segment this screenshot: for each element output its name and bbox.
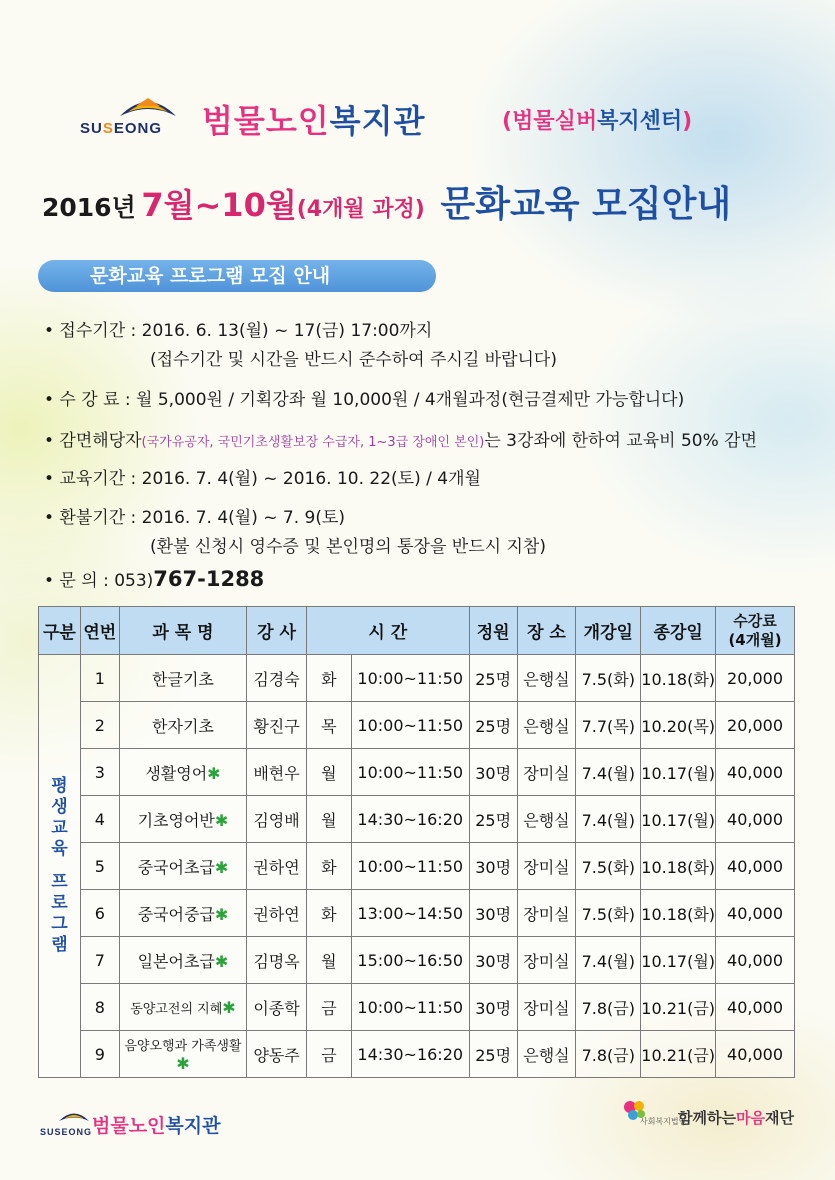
cell-capacity: 30명: [469, 937, 517, 984]
cell-no: 8: [80, 984, 119, 1031]
cell-fee: 40,000: [716, 796, 795, 843]
cell-fee: 20,000: [716, 702, 795, 749]
cell-day: 월: [306, 937, 351, 984]
cell-course: [119, 796, 246, 843]
cell-end: 10.18(화): [641, 655, 716, 702]
star-icon: ✱: [214, 810, 229, 830]
title-course-length: (4개월 과정): [296, 197, 425, 222]
cell-no: 4: [80, 796, 119, 843]
cell-time: 14:30~16:20: [351, 1031, 469, 1078]
cell-teacher: 황진구: [247, 702, 307, 749]
cell-teacher: 김경숙: [247, 655, 307, 702]
category-char: 램: [51, 935, 68, 955]
cell-end: 10.17(월): [641, 749, 716, 796]
course-name: 한글기초: [152, 669, 214, 689]
cell-place: 은행실: [517, 702, 576, 749]
title-year: 2016년: [42, 193, 136, 222]
title-headline: 문화교육 모집안내: [440, 184, 732, 225]
cell-day: 월: [306, 749, 351, 796]
course-name: 일본어초급: [137, 951, 215, 971]
partner-name: 함께하는마음재단: [678, 1109, 794, 1127]
cell-teacher: 양동주: [247, 1031, 307, 1078]
table-row: [39, 1031, 795, 1078]
cell-teacher: 권하연: [247, 890, 307, 937]
category-char: 로: [51, 893, 68, 913]
org-subtitle: (범물실버복지센터): [502, 109, 693, 134]
info-refund: • 환불기간 : 2016. 7. 4(월) ~ 7. 9(토) (환불 신청시 영수증 및 본인명의 통장을 반드시 지참): [44, 508, 546, 557]
cell-day: 화: [306, 890, 351, 937]
cell-teacher: 김영배: [247, 796, 307, 843]
cell-course: [119, 1031, 246, 1078]
cell-end: 10.17(월): [641, 937, 716, 984]
header-fee: 수강료 (4개월): [716, 607, 795, 655]
category-cell: [39, 655, 81, 1078]
cell-place: 은행실: [517, 796, 576, 843]
header-capacity: 정원: [469, 607, 517, 655]
cell-start: 7.4(월): [576, 796, 641, 843]
info-contact: • 문 의 : 053)767-1288: [44, 567, 265, 591]
table-row: [39, 890, 795, 937]
cell-teacher: 배현우: [247, 749, 307, 796]
cell-time: 15:00~16:50: [351, 937, 469, 984]
cell-course: [119, 749, 246, 796]
cell-fee: 40,000: [716, 984, 795, 1031]
table-row: [39, 796, 795, 843]
category-char: [39, 860, 80, 872]
schedule-table: [38, 606, 795, 1078]
header: [78, 94, 778, 138]
course-name: 음양오행과 가족생활: [124, 1039, 242, 1054]
cell-time: 10:00~11:50: [351, 655, 469, 702]
org-name: 범물노인복지관: [202, 102, 426, 140]
cell-fee: 40,000: [716, 937, 795, 984]
cell-place: 장미실: [517, 890, 576, 937]
cell-course: [119, 984, 246, 1031]
cell-time: 10:00~11:50: [351, 984, 469, 1031]
footer-logo-mark: [58, 1109, 90, 1123]
cell-time: 10:00~11:50: [351, 702, 469, 749]
cell-capacity: 30명: [469, 890, 517, 937]
star-icon: ✱: [207, 763, 221, 783]
header-teacher: 강 사: [247, 607, 307, 655]
cell-course: [119, 890, 246, 937]
category-char: 평: [51, 776, 68, 796]
star-icon: ✱: [214, 857, 229, 877]
star-icon: ✱: [214, 904, 229, 924]
cell-day: 금: [306, 1031, 351, 1078]
cell-place: 은행실: [517, 1031, 576, 1078]
suseong-logo-mark: [118, 94, 178, 120]
cell-place: 장미실: [517, 843, 576, 890]
table-row: [39, 843, 795, 890]
cell-start: 7.4(월): [576, 937, 641, 984]
cell-place: 은행실: [517, 655, 576, 702]
cell-day: 목: [306, 702, 351, 749]
category-char: 프: [51, 872, 68, 892]
cell-start: 7.5(화): [576, 655, 641, 702]
cell-end: 10.18(화): [641, 890, 716, 937]
cell-start: 7.5(화): [576, 890, 641, 937]
cell-course: [119, 702, 246, 749]
cell-no: 7: [80, 937, 119, 984]
info-discount: • 감면해당자(국가유공자, 국민기초생활보장 수급자, 1~3급 장애인 본인)는 3강좌에 한하여 교육비 50% 감면: [44, 431, 758, 451]
header-course: 과 목 명: [119, 607, 246, 655]
cell-no: 9: [80, 1031, 119, 1078]
cell-place: 장미실: [517, 984, 576, 1031]
cell-fee: 40,000: [716, 843, 795, 890]
course-name: 중국어중급: [137, 904, 215, 924]
cell-place: 장미실: [517, 937, 576, 984]
course-name: 동양고전의 지혜: [130, 1001, 223, 1017]
table-row: [39, 749, 795, 796]
cell-no: 3: [80, 749, 119, 796]
category-char: 교: [51, 818, 68, 838]
footer-logo: [40, 1107, 240, 1141]
cell-end: 10.17(월): [641, 796, 716, 843]
page-title: [42, 176, 802, 227]
course-name: 한자기초: [152, 716, 214, 736]
cell-fee: 40,000: [716, 749, 795, 796]
cell-capacity: 25명: [469, 796, 517, 843]
header-no: 연번: [80, 607, 119, 655]
cell-capacity: 30명: [469, 984, 517, 1031]
cell-no: 1: [80, 655, 119, 702]
header-end: 종강일: [641, 607, 716, 655]
cell-capacity: 25명: [469, 1031, 517, 1078]
cell-no: 2: [80, 702, 119, 749]
cell-end: 10.18(화): [641, 843, 716, 890]
cell-fee: 20,000: [716, 655, 795, 702]
course-name: 기초영어반: [137, 810, 215, 830]
info-registration: • 접수기간 : 2016. 6. 13(월) ~ 17(금) 17:00까지 (접수기간 및 시간을 반드시 준수하여 주시길 바랍니다): [44, 321, 557, 370]
cell-teacher: 권하연: [247, 843, 307, 890]
cell-start: 7.8(금): [576, 984, 641, 1031]
star-icon: ✱: [214, 951, 229, 971]
cell-teacher: 이종학: [247, 984, 307, 1031]
cell-capacity: 25명: [469, 702, 517, 749]
cell-end: 10.21(금): [641, 984, 716, 1031]
header-place: 장 소: [517, 607, 576, 655]
course-name: 중국어초급: [137, 857, 215, 877]
category-char: 생: [51, 797, 68, 817]
title-period: 7월~10월: [141, 186, 297, 224]
cell-day: 화: [306, 843, 351, 890]
cell-time: 14:30~16:20: [351, 796, 469, 843]
cell-capacity: 25명: [469, 655, 517, 702]
cell-day: 화: [306, 655, 351, 702]
cell-time: 13:00~14:50: [351, 890, 469, 937]
cell-day: 금: [306, 984, 351, 1031]
cell-no: 5: [80, 843, 119, 890]
cell-course: [119, 843, 246, 890]
cell-capacity: 30명: [469, 749, 517, 796]
section-pill: 문화교육 프로그램 모집 안내: [38, 260, 436, 292]
header-time: 시 간: [306, 607, 469, 655]
cell-start: 7.8(금): [576, 1031, 641, 1078]
cell-fee: 40,000: [716, 890, 795, 937]
cell-capacity: 30명: [469, 843, 517, 890]
logo-text: SUSEONG: [80, 120, 163, 137]
cell-no: 6: [80, 890, 119, 937]
info-education-period: • 교육기간 : 2016. 7. 4(월) ~ 2016. 10. 22(토) / 4개월: [44, 469, 481, 489]
cell-course: [119, 655, 246, 702]
cell-start: 7.5(화): [576, 843, 641, 890]
cell-start: 7.7(목): [576, 702, 641, 749]
table-header-row: [39, 607, 795, 655]
cell-start: 7.4(월): [576, 749, 641, 796]
table-row: [39, 655, 795, 702]
star-icon: ✱: [222, 997, 236, 1017]
cell-time: 10:00~11:50: [351, 749, 469, 796]
star-icon: ✱: [176, 1054, 190, 1073]
partner-logo: [620, 1098, 800, 1138]
cell-day: 월: [306, 796, 351, 843]
category-char: 육: [51, 839, 68, 859]
header-category: 구분: [39, 607, 81, 655]
course-name: 생활영어: [145, 763, 208, 783]
cell-teacher: 김명옥: [247, 937, 307, 984]
header-start: 개강일: [576, 607, 641, 655]
table-row: [39, 937, 795, 984]
partner-prefix: 사회복지법인: [640, 1117, 687, 1126]
cell-fee: 40,000: [716, 1031, 795, 1078]
cell-course: [119, 937, 246, 984]
table-row: [39, 984, 795, 1031]
footer-org-name: 범물노인복지관: [92, 1115, 221, 1137]
info-fee: • 수 강 료 : 월 5,000원 / 기획강좌 월 10,000원 / 4개월과정(현금결제만 가능합니다): [44, 390, 685, 410]
cell-end: 10.20(목): [641, 702, 716, 749]
category-char: 그: [51, 914, 68, 934]
cell-end: 10.21(금): [641, 1031, 716, 1078]
cell-place: 장미실: [517, 749, 576, 796]
table-row: [39, 702, 795, 749]
footer-logo-text: SUSEONG: [40, 1127, 93, 1137]
cell-time: 10:00~11:50: [351, 843, 469, 890]
